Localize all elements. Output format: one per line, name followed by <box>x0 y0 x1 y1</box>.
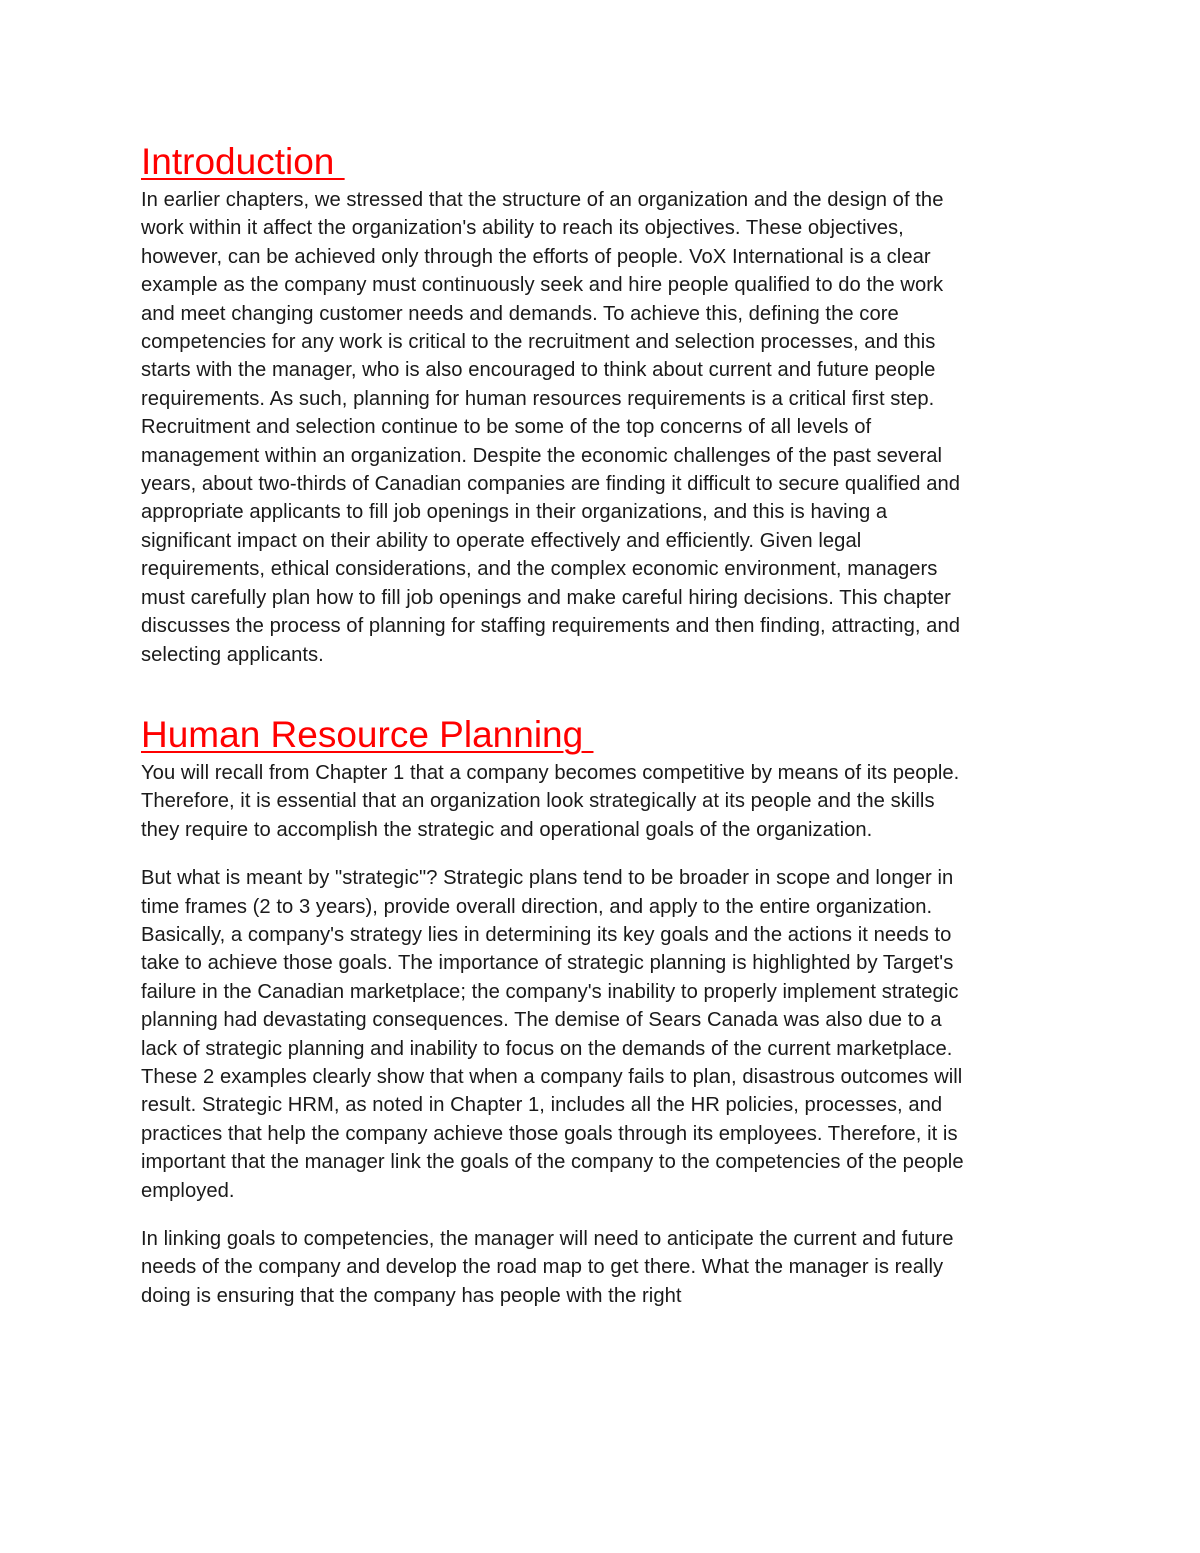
document-page <box>141 138 971 1310</box>
paragraph: You will recall from Chapter 1 that a company becomes competitive by means of its people. Therefore, it is essential that an organization look strategically at its people and the skills they require to accomplish the strategic and operational goals of the organization. <box>141 761 960 841</box>
heading-human-resource-planning: Human Resource Planning <box>141 713 594 755</box>
paragraph: In linking goals to competencies, the manager will need to anticipate the current and future needs of the company and develop the road map to get there. What the manager is really doing is ensuring that the company has people with the right <box>141 1228 954 1307</box>
paragraph: In earlier chapters, we stressed that the structure of an organization and the design of the work within it affect the organization's ability to reach its objectives. These objectives, however, can be achieved only through the efforts of people. VoX International is a clear example as the company must continuously seek and hire people qualified to do the work and meet changing customer needs and demands. To achieve this, defining the core competencies for any work is critical to the recruitment and selection processes, and this starts with the manager, who is also encouraged to think about current and future people requirements. As such, planning for human resources requirements is a critical first step. <box>141 189 944 410</box>
paragraph: But what is meant by "strategic"? Strategic plans tend to be broader in scope and longer in time frames (2 to 3 years), provide overall direction, and apply to the entire organization. Basically, a company's strategy lies in determining its key goals and the actions it needs to take to achieve those goals. The importance of strategic planning is highlighted by Target's failure in the Canadian marketplace; the company's inability to properly implement strategic planning had devastating consequences. The demise of Sears Canada was also due to a lack of strategic planning and inability to focus on the demands of the current marketplace. These 2 examples clearly show that when a company fails to plan, disastrous outcomes will result. Strategic HRM, as noted in Chapter 1, includes all the HR policies, processes, and practices that help the company achieve those goals through its employees. Therefore, it is important that the manager link the goals of the company to the competencies of the people employed. <box>141 867 964 1202</box>
paragraph: Recruitment and selection continue to be some of the top concerns of all levels of management within an organization. Despite the economic challenges of the past several years, about two-thirds of Canadian companies are finding it difficult to secure qualified and appropriate applicants to fill job openings in their organizations, and this is having a significant impact on their ability to operate effectively and efficiently. Given legal requirements, ethical considerations, and the complex economic environment, managers must carefully plan how to fill job openings and make careful hiring decisions. This chapter discusses the process of planning for staffing requirements and then finding, attracting, and selecting applicants. <box>141 416 961 666</box>
heading-introduction: Introduction <box>141 141 345 182</box>
